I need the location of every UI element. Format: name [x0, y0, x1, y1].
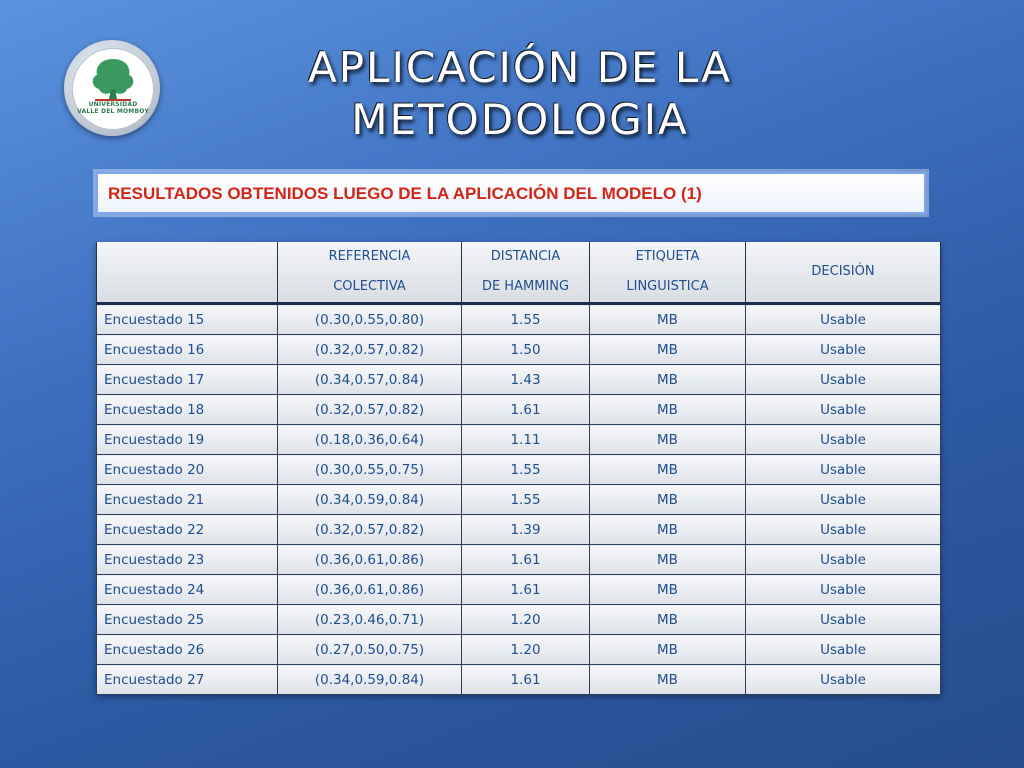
collective-reference-cell: (0.23,0.46,0.71) — [278, 605, 462, 635]
linguistic-label-cell: MB — [590, 395, 746, 425]
linguistic-label-cell: MB — [590, 455, 746, 485]
linguistic-label-cell: MB — [590, 635, 746, 665]
linguistic-label-cell: MB — [590, 545, 746, 575]
decision-cell: Usable — [746, 575, 941, 605]
linguistic-label-cell: MB — [590, 665, 746, 695]
hamming-distance-cell: 1.43 — [462, 365, 590, 395]
hamming-distance-cell: 1.55 — [462, 455, 590, 485]
respondent-cell: Encuestado 26 — [97, 635, 278, 665]
header-distancia — [462, 242, 590, 304]
hamming-distance-cell: 1.55 — [462, 304, 590, 335]
hamming-distance-cell: 1.39 — [462, 515, 590, 545]
decision-cell: Usable — [746, 304, 941, 335]
tree-icon — [73, 49, 153, 129]
collective-reference-cell: (0.34,0.57,0.84) — [278, 365, 462, 395]
respondent-cell: Encuestado 27 — [97, 665, 278, 695]
logo-text-line1: UNIVERSIDAD — [88, 101, 138, 108]
collective-reference-cell: (0.18,0.36,0.64) — [278, 425, 462, 455]
university-logo — [64, 40, 160, 136]
collective-reference-cell: (0.30,0.55,0.75) — [278, 455, 462, 485]
linguistic-label-cell: MB — [590, 304, 746, 335]
decision-cell: Usable — [746, 335, 941, 365]
header-referencia — [278, 242, 462, 304]
header-decision — [746, 242, 941, 304]
collective-reference-cell: (0.34,0.59,0.84) — [278, 665, 462, 695]
logo-text-line2: VALLE DEL MOMBOY — [77, 108, 149, 115]
collective-reference-cell: (0.36,0.61,0.86) — [278, 575, 462, 605]
header-etiqueta — [590, 242, 746, 304]
header-etiqueta-line2: LINGUISTICA — [626, 279, 709, 294]
respondent-cell: Encuestado 21 — [97, 485, 278, 515]
respondent-cell: Encuestado 24 — [97, 575, 278, 605]
linguistic-label-cell: MB — [590, 605, 746, 635]
decision-cell: Usable — [746, 365, 941, 395]
results-banner — [96, 172, 926, 214]
table-row — [97, 545, 941, 575]
collective-reference-cell: (0.32,0.57,0.82) — [278, 515, 462, 545]
collective-reference-cell: (0.32,0.57,0.82) — [278, 395, 462, 425]
decision-cell: Usable — [746, 395, 941, 425]
title-line1: APLICACIÓN DE LA — [307, 43, 733, 92]
header-referencia-line2: COLECTIVA — [333, 279, 406, 294]
respondent-cell: Encuestado 22 — [97, 515, 278, 545]
decision-cell: Usable — [746, 605, 941, 635]
title-line2: METODOLOGIA — [351, 95, 689, 144]
linguistic-label-cell: MB — [590, 485, 746, 515]
header-distancia-line2: DE HAMMING — [481, 279, 570, 294]
table-row — [97, 485, 941, 515]
collective-reference-cell: (0.30,0.55,0.80) — [278, 304, 462, 335]
hamming-distance-cell: 1.11 — [462, 425, 590, 455]
header-decision-label: DECISIÓN — [811, 264, 875, 279]
hamming-distance-cell: 1.50 — [462, 335, 590, 365]
decision-cell: Usable — [746, 635, 941, 665]
hamming-distance-cell: 1.20 — [462, 605, 590, 635]
table-row — [97, 425, 941, 455]
hamming-distance-cell: 1.61 — [462, 575, 590, 605]
logo-caption — [73, 101, 153, 115]
header-distancia-line1: DISTANCIA — [490, 249, 561, 264]
collective-reference-cell: (0.36,0.61,0.86) — [278, 545, 462, 575]
respondent-cell: Encuestado 17 — [97, 365, 278, 395]
table-row — [97, 304, 941, 335]
header-referencia-line1: REFERENCIA — [328, 249, 411, 264]
hamming-distance-cell: 1.61 — [462, 545, 590, 575]
collective-reference-cell: (0.27,0.50,0.75) — [278, 635, 462, 665]
header-etiqueta-line1: ETIQUETA — [635, 249, 700, 264]
respondent-cell: Encuestado 19 — [97, 425, 278, 455]
linguistic-label-cell: MB — [590, 575, 746, 605]
table-row — [97, 605, 941, 635]
decision-cell: Usable — [746, 425, 941, 455]
respondent-cell: Encuestado 23 — [97, 545, 278, 575]
table-header-row — [97, 242, 941, 304]
table-row — [97, 455, 941, 485]
results-table — [96, 242, 941, 695]
slide-title — [280, 42, 760, 146]
decision-cell: Usable — [746, 485, 941, 515]
hamming-distance-cell: 1.55 — [462, 485, 590, 515]
table-row — [97, 335, 941, 365]
table-row — [97, 635, 941, 665]
table-row — [97, 365, 941, 395]
hamming-distance-cell: 1.20 — [462, 635, 590, 665]
decision-cell: Usable — [746, 665, 941, 695]
linguistic-label-cell: MB — [590, 425, 746, 455]
respondent-cell: Encuestado 20 — [97, 455, 278, 485]
decision-cell: Usable — [746, 545, 941, 575]
logo-seal — [72, 48, 154, 130]
collective-reference-cell: (0.34,0.59,0.84) — [278, 485, 462, 515]
table-row — [97, 575, 941, 605]
header-empty — [97, 242, 278, 304]
decision-cell: Usable — [746, 515, 941, 545]
banner-text: RESULTADOS OBTENIDOS LUEGO DE LA APLICACIÓN DEL MODELO (1) — [108, 184, 702, 203]
table-row — [97, 395, 941, 425]
respondent-cell: Encuestado 18 — [97, 395, 278, 425]
respondent-cell: Encuestado 25 — [97, 605, 278, 635]
linguistic-label-cell: MB — [590, 365, 746, 395]
table-row — [97, 665, 941, 695]
hamming-distance-cell: 1.61 — [462, 395, 590, 425]
respondent-cell: Encuestado 16 — [97, 335, 278, 365]
collective-reference-cell: (0.32,0.57,0.82) — [278, 335, 462, 365]
table-row — [97, 515, 941, 545]
respondent-cell: Encuestado 15 — [97, 304, 278, 335]
linguistic-label-cell: MB — [590, 335, 746, 365]
table-body — [97, 304, 941, 695]
hamming-distance-cell: 1.61 — [462, 665, 590, 695]
linguistic-label-cell: MB — [590, 515, 746, 545]
decision-cell: Usable — [746, 455, 941, 485]
